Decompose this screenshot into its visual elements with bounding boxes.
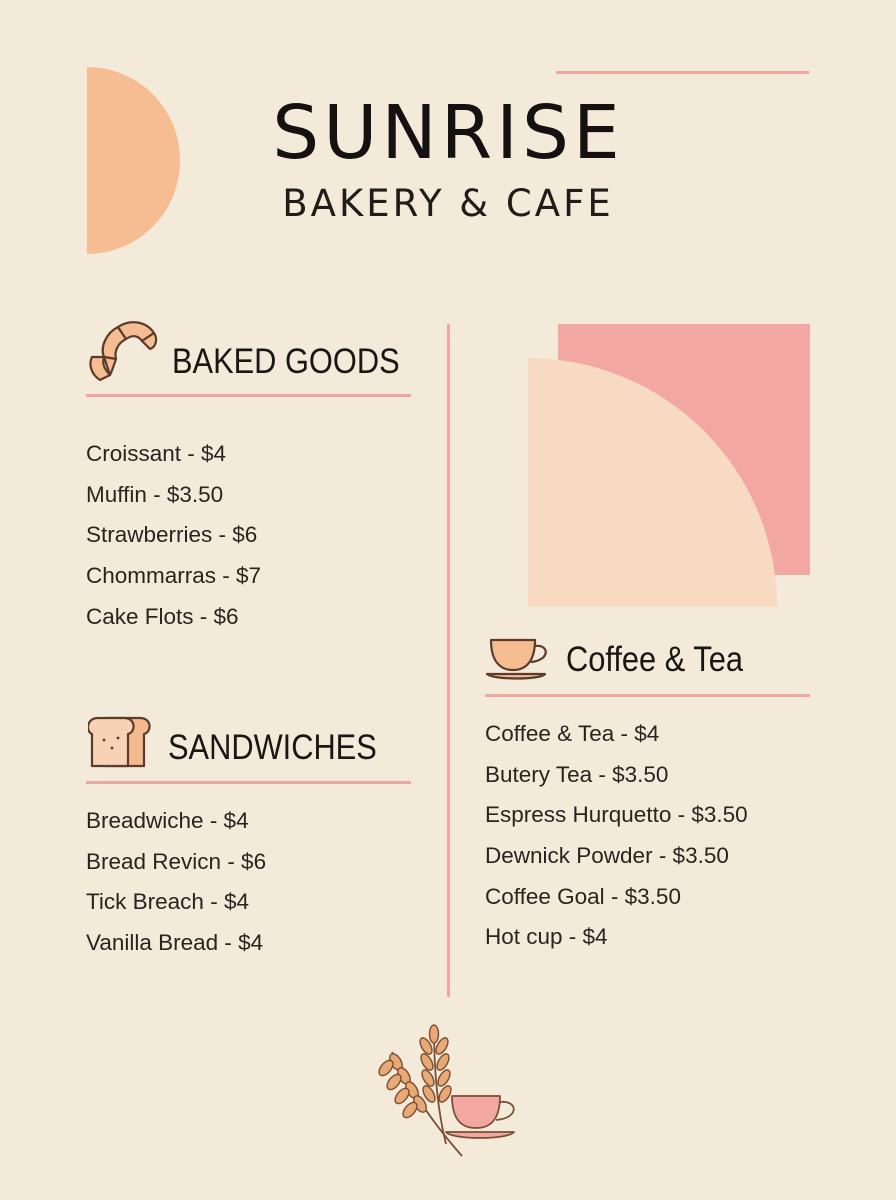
list-item: Croissant - $4 <box>86 441 227 466</box>
section-title-sandwiches: SANDWICHES <box>168 728 377 767</box>
sandwiches-list <box>86 801 266 964</box>
coffee-tea-list <box>485 714 748 958</box>
list-item: Hot cup - $4 <box>485 924 608 950</box>
baked-goods-list <box>86 434 261 637</box>
section-rule <box>86 781 411 784</box>
list-item: Muffin - $3.50 <box>86 481 224 507</box>
coffee-cup-icon <box>485 636 553 682</box>
list-item: Chommarras - $7 <box>86 563 262 589</box>
bread-icon <box>88 714 152 770</box>
list-item: Tick Breach - $4 <box>86 889 249 915</box>
list-item: Espress Hurquetto - $3.50 <box>485 802 748 828</box>
list-item: Breadwiche - $4 <box>86 808 249 833</box>
section-rule <box>86 394 411 397</box>
decorative-top-line <box>556 71 809 74</box>
list-item: Butery Tea - $3.50 <box>485 761 669 787</box>
list-item: Cake Flots - $6 <box>86 603 239 629</box>
section-title-baked-goods: BAKED GOODS <box>172 342 400 381</box>
list-item: Bread Revicn - $6 <box>86 848 267 874</box>
page-title: SUNRISE <box>272 90 624 176</box>
list-item: Coffee & Tea - $4 <box>485 721 660 746</box>
list-item: Coffee Goal - $3.50 <box>485 883 681 909</box>
list-item: Strawberries - $6 <box>86 522 258 548</box>
section-title-coffee-tea: Coffee & Tea <box>566 640 743 679</box>
section-rule <box>485 694 810 697</box>
list-item: Vanilla Bread - $4 <box>86 930 264 956</box>
center-divider <box>447 324 450 997</box>
list-item: Dewnick Powder - $3.50 <box>485 843 729 869</box>
croissant-icon <box>86 317 158 383</box>
wheat-and-cup-icon <box>372 1022 528 1162</box>
page-subtitle: BAKERY & CAFE <box>282 182 614 225</box>
